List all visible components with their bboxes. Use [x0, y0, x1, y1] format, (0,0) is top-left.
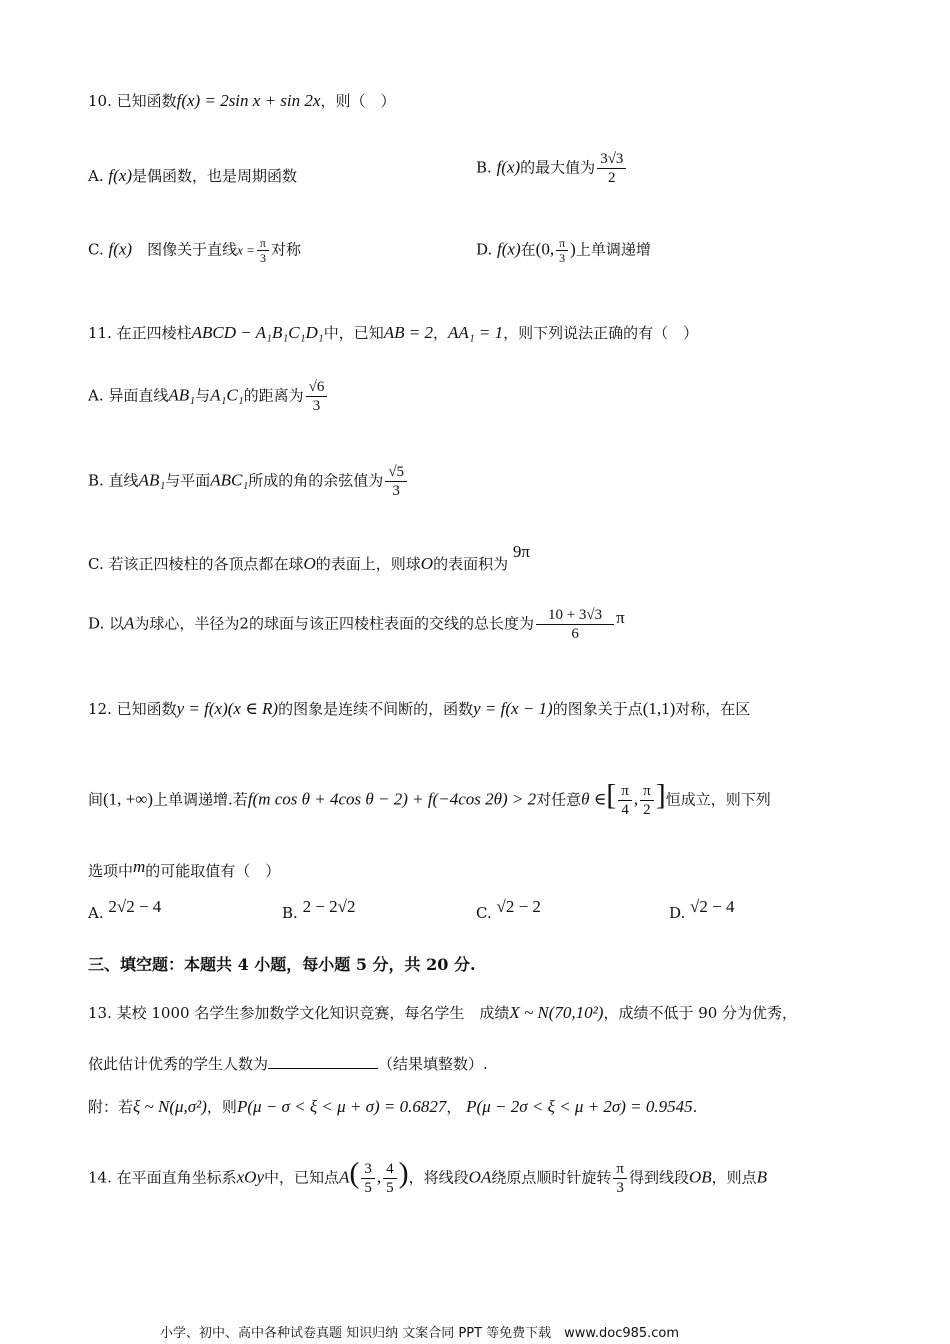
- q11-option-a: A. 异面直线AB₁与A₁C₁的距离为 $\frac{√6}{3}$: [88, 378, 329, 415]
- q12-option-c: C. √2 − 2: [476, 897, 541, 922]
- footer-text: 小学、初中、高中各种试卷真题 知识归纳 文案合同 PPT 等免费下载 www.doc985.com: [160, 1326, 680, 1341]
- q10-option-a: A. f(x)是偶函数，也是周期函数: [88, 166, 297, 185]
- q13-line1: 13. 某校 1000 名学生参加数学文化知识竞赛，每名学生 成绩X ~ N(70,10²)，成绩不低于 90 分为优秀，: [88, 1003, 798, 1022]
- q12-line3: 选项中m的可能取值有（ ）: [88, 857, 281, 880]
- q13-line2: 依此估计优秀的学生人数为 （结果填整数）.: [88, 1052, 488, 1075]
- q11-option-b: B. 直线AB₁与平面ABC₁所成的角的余弦值为 $\frac{√5}{3}$: [88, 463, 409, 500]
- q12-option-b: B. 2 − 2√2: [282, 897, 356, 922]
- section-3-title: 三、填空题：本题共 4 小题，每小题 5 分，共 20 分.: [88, 955, 476, 974]
- q10-option-d: D. f(x)在(0, $\frac{\pi}{3}$ )上单调递增: [476, 236, 651, 265]
- q11-option-c: C. 若该正四棱柱的各顶点都在球O的表面上，则球O的表面积为 9π: [88, 542, 530, 573]
- q14-line1: 14. 在平面直角坐标系xOy中，已知点A( $\frac{3}{5}$ , $\frac{4}{5}$ )，将线段OA绕原点顺时针旋转 $\frac{\pi}{3}$ 得到线段OB，则点B: [88, 1156, 768, 1196]
- q10-option-b: B. f(x)的最大值为 $\frac{3√3}{2}$: [476, 150, 628, 187]
- q10-option-c: C. f(x) 图像关于直线x = $\frac{\pi}{3}$ 对称: [88, 236, 301, 265]
- q13-answer-blank[interactable]: [268, 1052, 378, 1069]
- q11-stem: 11. 在正四棱柱ABCD − A₁B₁C₁D₁中，已知AB = 2，AA₁ = 1，则下列说法正确的有（ ）: [88, 323, 699, 342]
- q10-stem: 10. 已知函数f(x) = 2sin x + sin 2x，则（ ）: [88, 91, 396, 110]
- q13-note: 附：若ξ ~ N(μ,σ²)，则P(μ − σ < ξ < μ + σ) = 0.6827， P(μ − 2σ < ξ < μ + 2σ) = 0.9545.: [88, 1097, 698, 1116]
- q12-option-d: D. √2 − 4: [669, 897, 735, 922]
- q12-line2: 间(1, +∞)上单调递增.若f(m cos θ + 4cos θ − 2) + f(−4cos 2θ) > 2对任意θ ∈[ $\frac{\pi}{4}$ , $\frac{\pi}{2}$ ]恒成立，则下列: [88, 778, 771, 818]
- q12-line1: 12. 已知函数y = f(x)(x ∈ R)的图象是连续不间断的，函数y = f(x − 1)的图象关于点(1,1)对称，在区: [88, 699, 751, 718]
- q12-option-a: A. 2√2 − 4: [88, 897, 162, 922]
- q11-option-d: D. 以A为球心，半径为2的球面与该正四棱柱表面的交线的总长度为 $\frac{10 + 3√3}{6}$ π: [88, 607, 625, 642]
